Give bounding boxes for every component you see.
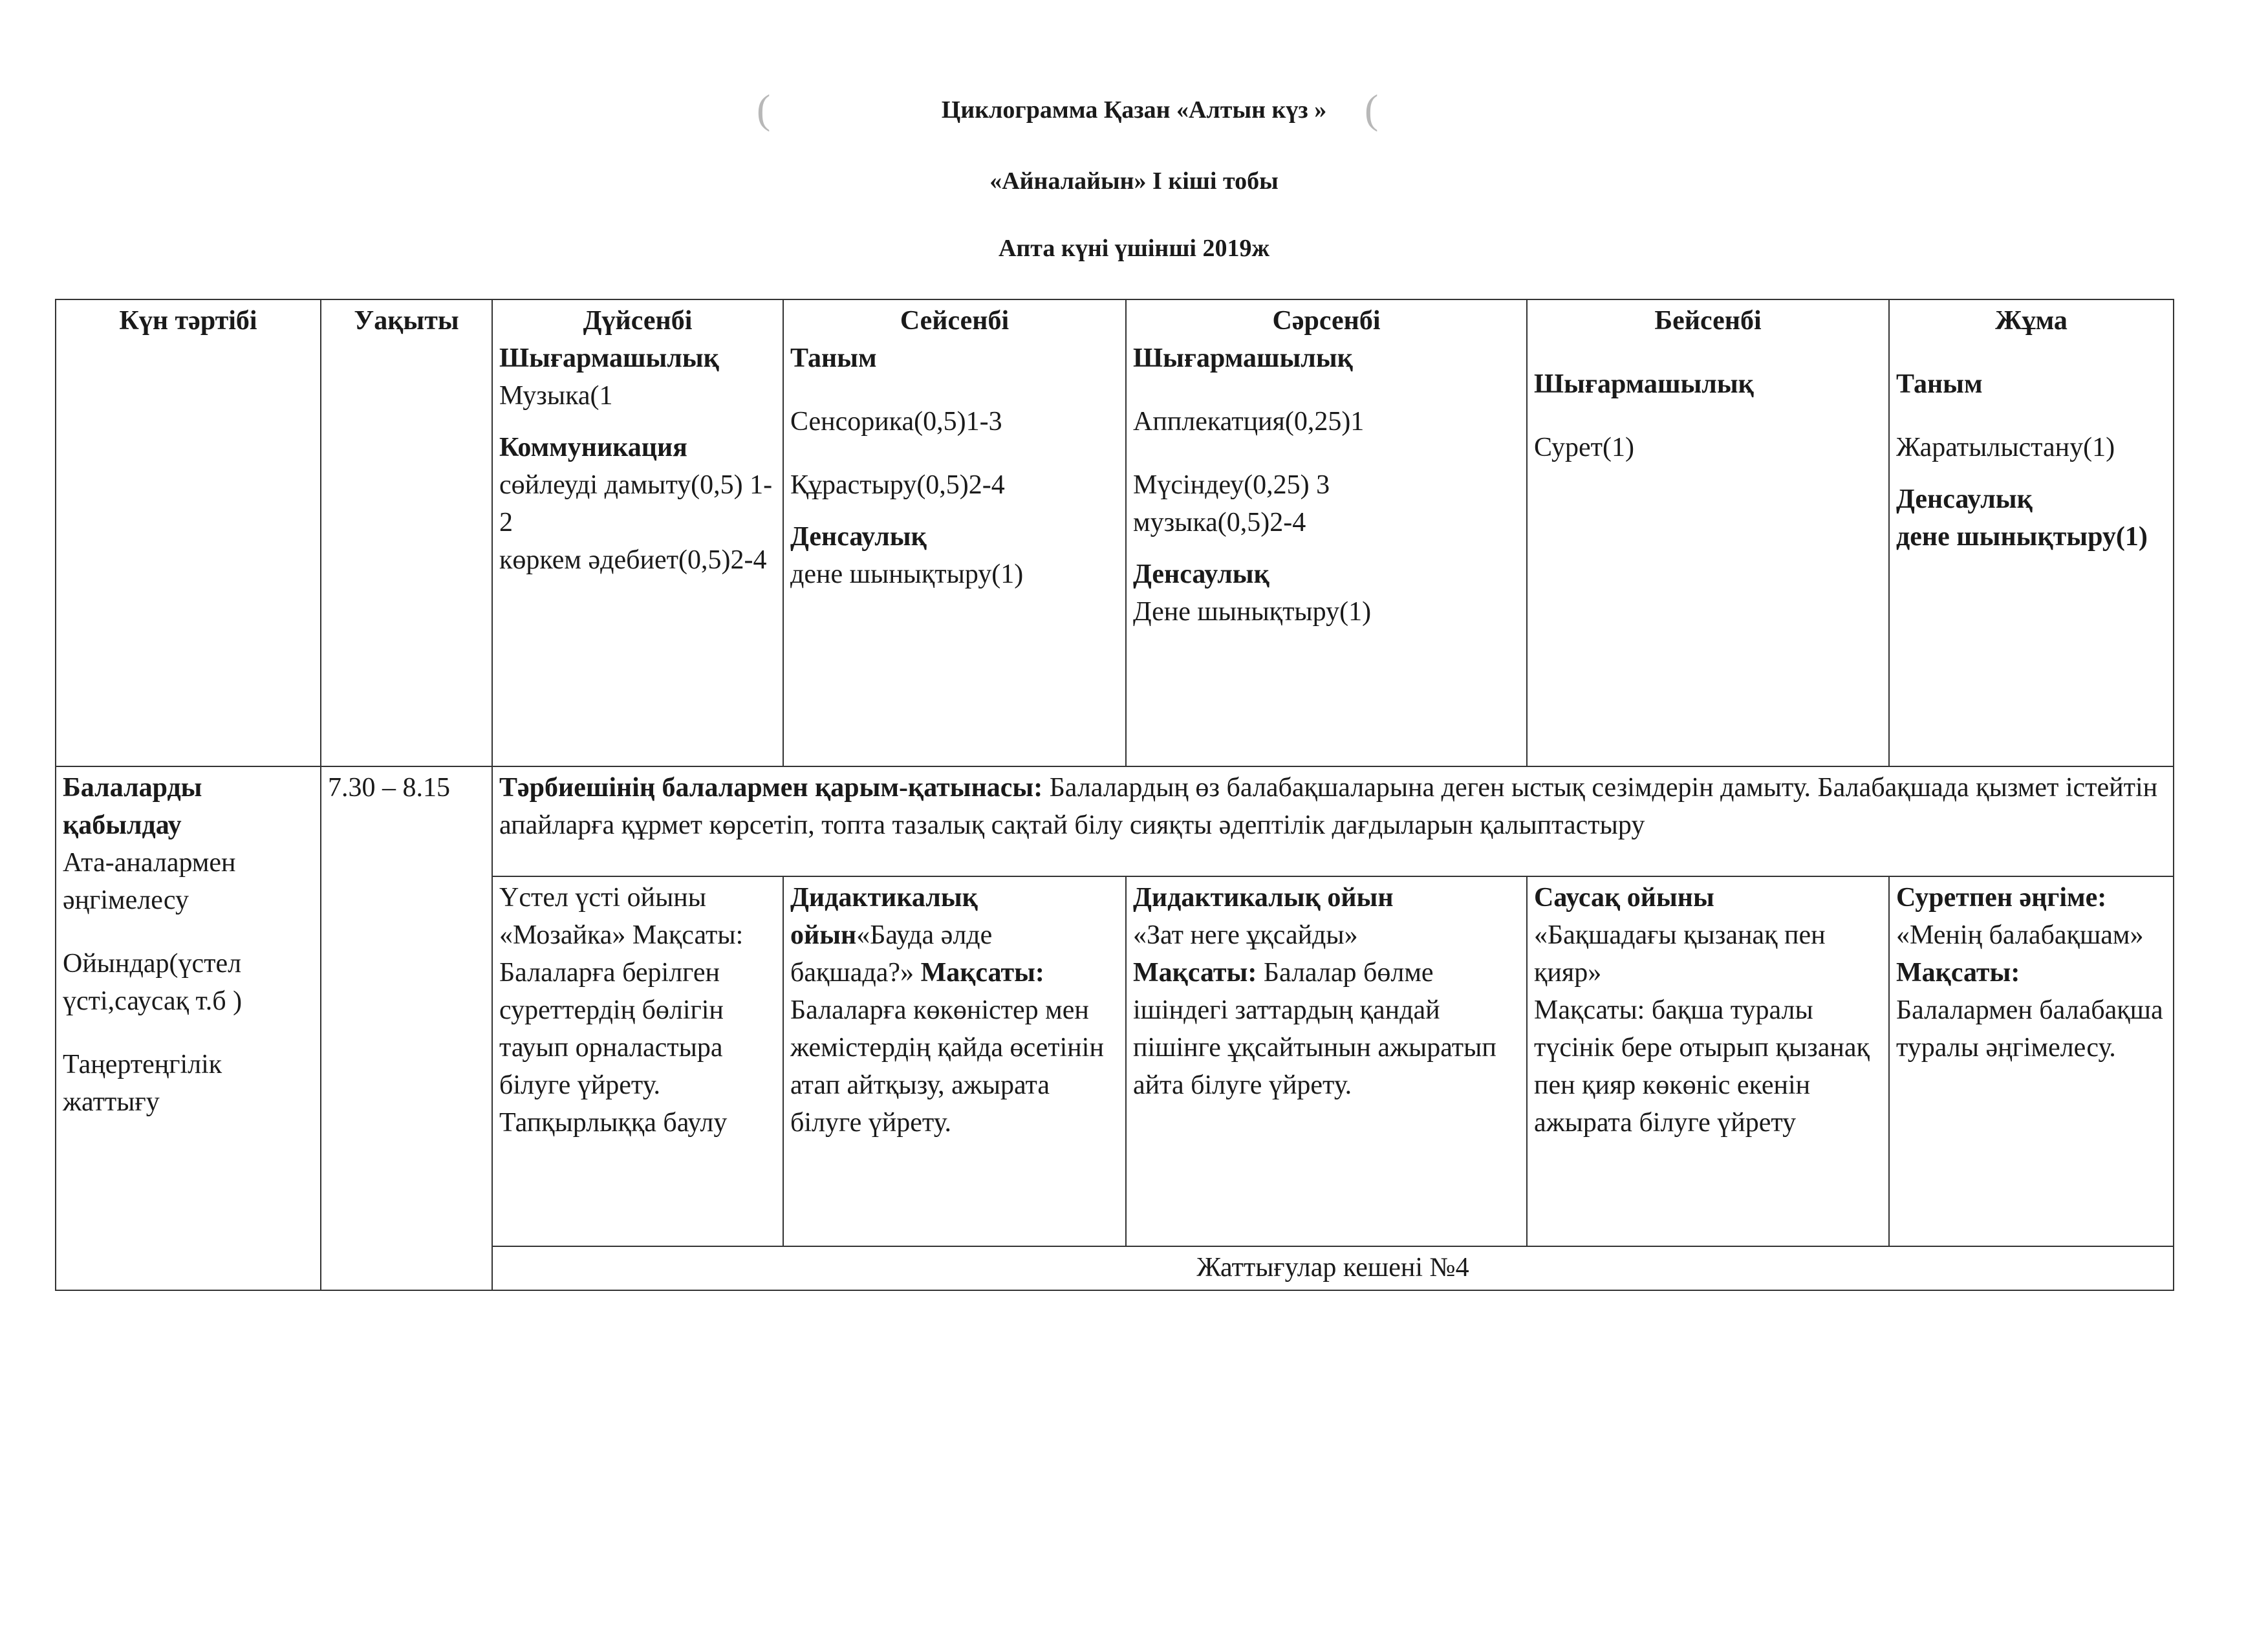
game-tuesday <box>783 876 1126 1246</box>
day-monday: Дүйсенбі <box>583 306 693 336</box>
game-monday <box>492 876 783 1246</box>
game-friday <box>1889 876 2174 1246</box>
day-wednesday: Сәрсенбі <box>1272 306 1381 336</box>
goal-label: Мақсаты: <box>1133 957 1257 988</box>
area-label: Шығармашылық <box>499 343 719 373</box>
reception-talk: Ата-аналармен әңгімелесу <box>63 847 236 915</box>
area-label: Денсаулық <box>790 521 927 552</box>
game-friday-name: «Менің балабақшам» <box>1896 920 2144 950</box>
game-monday-text: Үстел үсті ойыны «Мозайка» Мақсаты: Балаларға берілген суреттердің бөлігін тауып орналастыра білуге үйрету. Тапқырлыққа баулу <box>499 883 744 1138</box>
game-tuesday-goal: Балаларға көкөністер мен жемістердің қайда өсетінін атап айтқызу, ажырата білуге үйрету. <box>790 995 1104 1138</box>
reception-label-cell <box>56 766 321 1290</box>
exercise-complex: Жаттығулар кешені №4 <box>492 1246 2174 1290</box>
communication-text: Балалардың өз балабақшаларына деген ыстық сезімдерін дамыту. Балабақшада қызмет істейтін апайларға құрмет көрсетіп, топта тазалық сақтай білу сияқты әдептілік дағдыларын қалыптастыру <box>499 773 2158 840</box>
col-monday-header <box>492 299 783 766</box>
day-tuesday: Сейсенбі <box>900 306 1010 336</box>
subject-item: көркем әдебиет(0,5)2-4 <box>499 545 767 575</box>
game-thursday-goal: Мақсаты: бақша туралы түсінік бере отырып қызанақ пен қияр көкөніс екенін ажырата білуге үйрету <box>1534 995 1870 1138</box>
game-tuesday-name: «Бауда әлде бақшада?» <box>790 920 993 988</box>
subject-item: сөйлеуді дамыту(0,5) 1-2 <box>499 470 773 537</box>
subject-item: Сенсорика(0,5)1-3 <box>790 406 1002 437</box>
game-wednesday-name: «Зат неге ұқсайды» <box>1133 920 1358 950</box>
teacher-communication-cell <box>492 766 2174 876</box>
subject-item: Құрастыру(0,5)2-4 <box>790 470 1005 500</box>
col-regime-header: Күн тәртібі <box>56 299 321 766</box>
game-wednesday-goal: Балалар бөлме ішіндегі заттардың қандай пішінге ұқсайтынын ажыратып айта білуге үйрету. <box>1133 957 1496 1100</box>
subject-item: Сурет(1) <box>1534 432 1634 462</box>
schedule-table <box>55 299 2174 1291</box>
reception-label: Балаларды қабылдау <box>63 773 202 840</box>
header-row <box>56 299 2174 766</box>
subject-item: музыка(0,5)2-4 <box>1133 507 1306 537</box>
game-wednesday <box>1126 876 1527 1246</box>
game-tuesday-title: Дидактикалық ойын <box>790 883 978 950</box>
subject-item: Мүсіндеу(0,25) 3 <box>1133 470 1330 500</box>
game-friday-goal: Балалармен балабақша туралы әңгімелесу. <box>1896 995 2163 1063</box>
reception-games: Ойындар(үстел үсті,саусақ т.б ) <box>63 948 243 1016</box>
subject-item: дене шынықтыру(1) <box>1896 521 2148 552</box>
reception-exercise: Таңертеңгілік жаттығу <box>63 1049 222 1117</box>
subject-item: Жаратылыстану(1) <box>1896 432 2115 462</box>
col-time-header: Уақыты <box>321 299 492 766</box>
col-friday-header <box>1889 299 2174 766</box>
area-label: Денсаулық <box>1896 484 2033 514</box>
area-label: Шығармашылық <box>1133 343 1353 373</box>
document-title: Циклограмма Қазан «Алтын күз » <box>941 96 1327 124</box>
goal-label: Мақсаты: <box>1896 957 2020 988</box>
subject-item: Музыка(1 <box>499 380 613 411</box>
area-label: Коммуникация <box>499 432 687 462</box>
day-friday: Жұма <box>1995 306 2068 336</box>
subject-item: Апплекатция(0,25)1 <box>1133 406 1365 437</box>
subject-item: дене шынықтыру(1) <box>790 559 1024 589</box>
game-friday-title: Суретпен әңгіме: <box>1896 883 2107 913</box>
col-wednesday-header <box>1126 299 1527 766</box>
reception-time: 7.30 – 8.15 <box>328 773 450 803</box>
game-thursday-name: «Бақшадағы қызанақ пен қияр» <box>1534 920 1826 988</box>
scan-mark-left: ( <box>757 86 771 132</box>
reception-row <box>56 766 2174 876</box>
game-thursday-title: Саусақ ойыны <box>1534 883 1714 913</box>
col-tuesday-header <box>783 299 1126 766</box>
day-thursday: Бейсенбі <box>1654 306 1762 336</box>
goal-label: Мақсаты: <box>920 957 1044 988</box>
scan-mark-right: ( <box>1365 86 1379 132</box>
subject-item: Дене шынықтыру(1) <box>1133 596 1372 627</box>
area-label: Шығармашылық <box>1534 369 1754 399</box>
col-thursday-header <box>1527 299 1889 766</box>
reception-time-cell <box>321 766 492 1290</box>
area-label: Таным <box>1896 369 1983 399</box>
area-label: Денсаулық <box>1133 559 1269 589</box>
game-thursday <box>1527 876 1889 1246</box>
game-wednesday-title: Дидактикалық ойын <box>1133 883 1394 913</box>
area-label: Таным <box>790 343 877 373</box>
communication-title: Тәрбиешінің балалармен қарым-қатынасы: <box>499 773 1043 803</box>
week-title: Апта күні үшінші 2019ж <box>998 235 1270 262</box>
group-title: «Айналайын» І кіші тобы <box>989 168 1279 195</box>
